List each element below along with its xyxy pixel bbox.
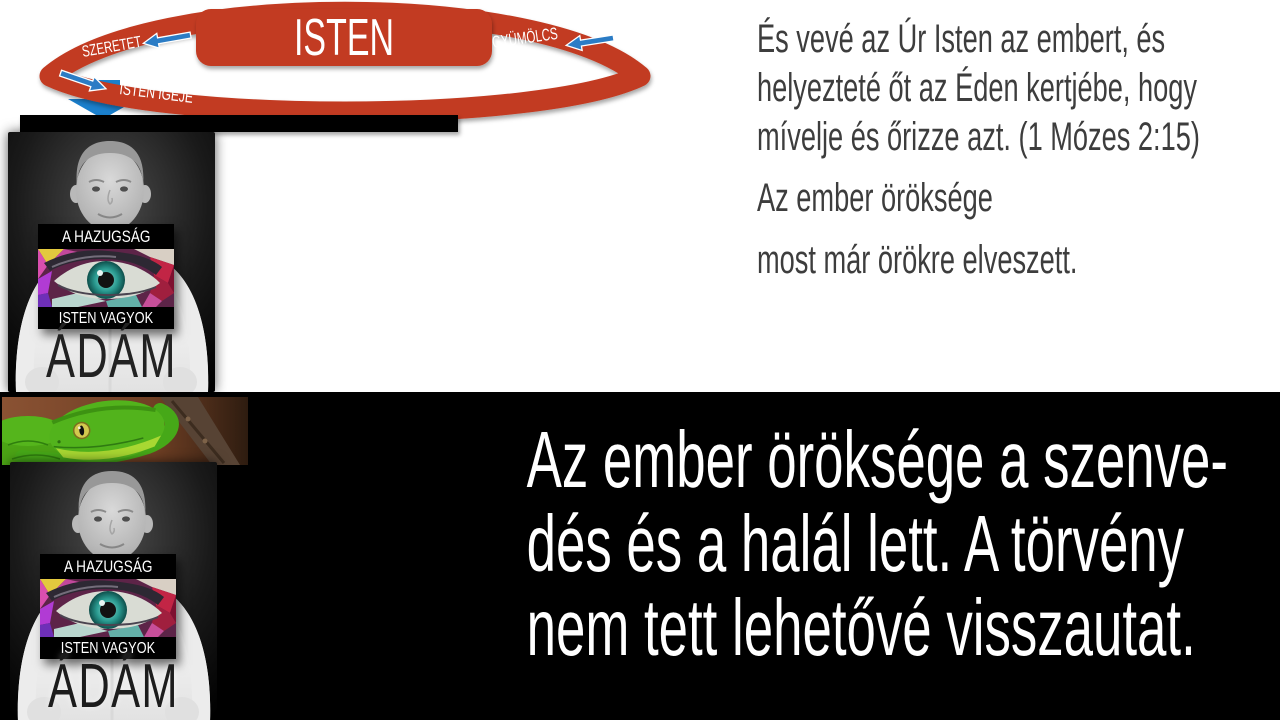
adam-name-label: ÁDÁM: [47, 652, 179, 720]
card-top-bar: [38, 224, 174, 249]
statement-line: nem tett lehetővé visszautat.: [526, 583, 1196, 672]
statement-line: Az ember öröksége a szenve-: [526, 415, 1229, 504]
gyumolcs-label: GYÜMÖLCS: [490, 19, 590, 52]
isten-igeje-label: ISTEN IGÉJE: [118, 79, 224, 111]
card-bottom-label: ISTEN VAGYOK: [58, 310, 154, 327]
statement-line: dés és a halál lett. A törvény: [526, 499, 1185, 588]
isten-label: ISTEN: [294, 9, 394, 67]
verse-line: helyezteté őt az Éden kertjébe, hogy: [757, 66, 1198, 110]
lie-card: [38, 224, 174, 329]
eye-image: [40, 579, 176, 637]
snake-image: [2, 397, 248, 465]
szeretet-label: SZERETET: [80, 29, 166, 61]
verse-line: mívelje és őrizze azt. (1 Mózes 2:15): [757, 115, 1200, 159]
verse-line: És vevé az Úr Isten az embert, és: [757, 17, 1166, 61]
heritage-line: Az ember öröksége: [757, 176, 993, 220]
adam-figure-bottom: [10, 462, 217, 720]
lie-card: [40, 554, 176, 659]
lost-line: most már örökre elveszett.: [757, 238, 1078, 282]
card-top-bar: [40, 554, 176, 579]
eye-image: [38, 249, 174, 307]
card-top-label: A HAZUGSÁG: [63, 557, 153, 576]
adam-figure-top: [8, 132, 215, 392]
verse-block: [757, 15, 1274, 285]
card-top-label: A HAZUGSÁG: [61, 227, 151, 246]
black-divider-bar: [20, 115, 458, 132]
bottom-section: [0, 392, 1280, 720]
statement-block: [526, 415, 1229, 672]
adam-name-label: ÁDÁM: [45, 322, 177, 391]
card-bottom-label: ISTEN VAGYOK: [60, 640, 156, 657]
